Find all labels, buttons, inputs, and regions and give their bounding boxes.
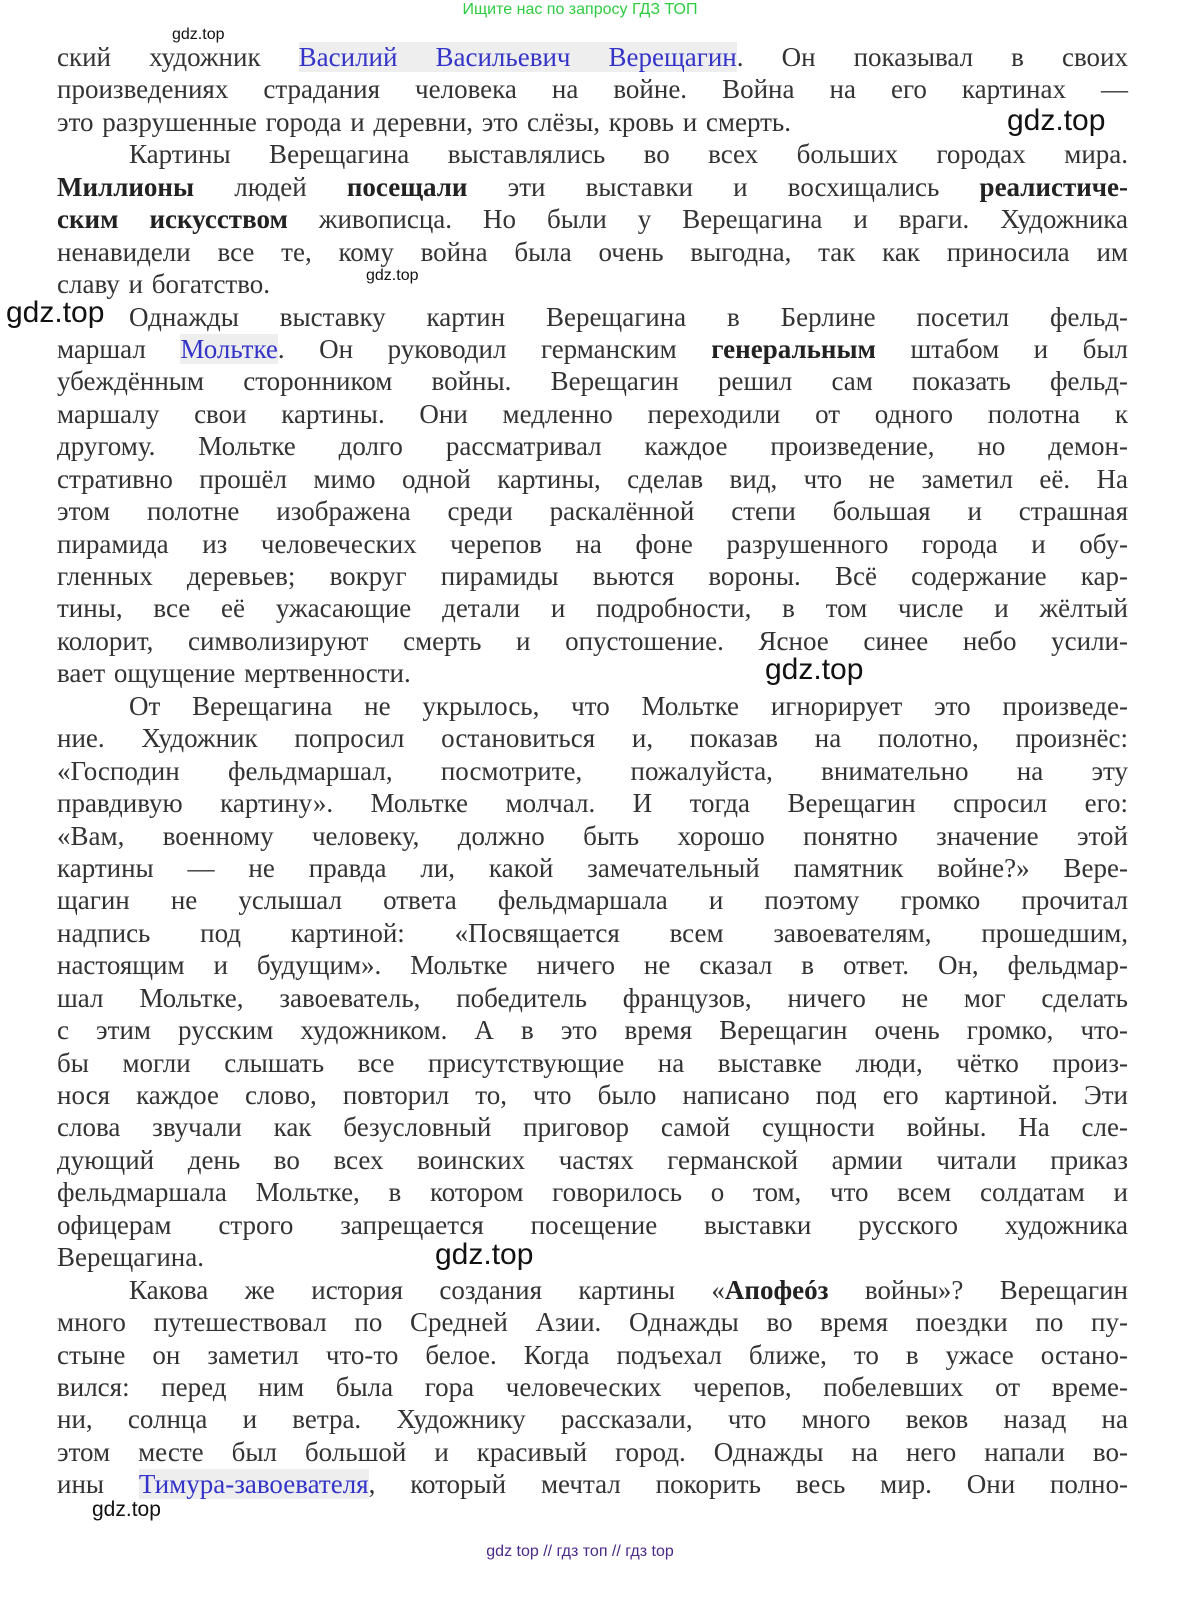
text-run: От Верещагина не укрылось, что Мольтке игнорирует это произведе- — [129, 690, 1128, 721]
watermark: gdz.top — [435, 1238, 534, 1271]
text-run: Однажды выставку картин Верещагина в Берлине посетил фельд- — [129, 301, 1128, 332]
text-run: живописца. Но были у Верещагина и враги. Художника — [287, 204, 1128, 235]
watermark: gdz.top — [366, 267, 419, 284]
text-run: правдивую картину». Мольтке молчал. И тогда Верещагин спросил его: — [57, 788, 1128, 819]
text-run: ский художник — [57, 42, 299, 72]
text-run: этом месте был большой и красивый город. Однажды на него напали во- — [57, 1436, 1128, 1467]
text-run: , который мечтал покорить весь мир. Они полно- — [368, 1469, 1128, 1500]
text-run: вает ощущение мертвенности. — [57, 658, 411, 689]
text-run: штабом и был — [875, 333, 1129, 364]
text-line — [57, 333, 1128, 365]
text-run: офицерам строго запрещается посещение выставки русского художника — [57, 1209, 1128, 1240]
text-line — [57, 236, 1128, 268]
text-run: маршал — [57, 333, 181, 364]
text-run: «Господин фельдмаршал, посмотрите, пожалуйста, внимательно на эту — [57, 755, 1128, 786]
bold-term: посещали — [346, 171, 468, 202]
text-line — [57, 787, 1128, 819]
text-run: с этим русским художником. А в это время Верещагин очень громко, что- — [57, 1015, 1128, 1046]
top-banner: Ищите нас по запросу ГДЗ ТОП — [462, 1, 698, 18]
watermark: gdz.top — [172, 26, 225, 43]
text-line — [57, 1241, 1128, 1273]
text-run: войны»? Верещагин — [828, 1274, 1128, 1305]
text-line — [57, 528, 1128, 560]
footer-links: gdz top // гдз топ // гдз top — [486, 1543, 674, 1560]
text-line — [57, 657, 1128, 689]
text-line — [57, 1436, 1128, 1468]
text-run: Верещагина. — [57, 1242, 204, 1273]
text-run: убеждённым сторонником войны. Верещагин решил сам показать фельд- — [57, 366, 1128, 397]
text-line — [57, 203, 1128, 235]
text-line — [57, 138, 1128, 170]
text-line — [57, 852, 1128, 884]
text-line — [57, 1176, 1128, 1208]
text-run: шал Мольтке, завоеватель, победитель французов, ничего не мог сделать — [57, 982, 1128, 1013]
text-line — [57, 592, 1128, 624]
text-line — [57, 722, 1128, 754]
text-run: гленных деревьев; вокруг пирамиды вьются вороны. Всё содержание кар- — [57, 561, 1128, 591]
text-run: ние. Художник попросил остановиться и, показав на полотно, произнёс: — [57, 723, 1128, 754]
text-line — [57, 1014, 1128, 1046]
text-run: людей — [194, 171, 347, 202]
bold-term: Апофеóз — [724, 1274, 829, 1305]
text-line — [57, 625, 1128, 657]
term-link[interactable]: Мольтке — [180, 333, 278, 364]
text-line — [57, 1274, 1128, 1306]
text-run: нося каждое слово, повторил то, что было написано под его картиной. Эти — [57, 1080, 1128, 1110]
text-run: стыне он заметил что-то белое. Когда подъехал ближе, то в ужасе остано- — [57, 1339, 1128, 1370]
text-run: маршалу свои картины. Они медленно переходили от одного полотна к — [57, 398, 1128, 429]
text-line — [57, 301, 1128, 333]
text-run: много путешествовал по Средней Азии. Однажды во время поездки по пу- — [57, 1307, 1128, 1338]
text-line — [57, 820, 1128, 852]
text-line — [57, 884, 1128, 916]
text-line — [57, 463, 1128, 495]
text-run: ненавидели все те, кому война была очень выгодна, так как приносила им — [57, 236, 1128, 267]
text-line — [57, 365, 1128, 397]
text-run: славу и богатство. — [57, 269, 271, 300]
text-line — [57, 1339, 1128, 1371]
text-line — [57, 430, 1128, 462]
watermark: gdz.top — [92, 1498, 161, 1521]
text-line — [57, 1209, 1128, 1241]
text-line — [57, 1079, 1128, 1111]
bold-term: реалистиче- — [979, 171, 1128, 202]
text-run: колорит, символизируют смерть и опустошение. Ясное синее небо усили- — [57, 625, 1128, 656]
text-run: . Он показывал в своих — [736, 42, 1128, 72]
text-line — [57, 560, 1128, 592]
text-line — [57, 1144, 1128, 1176]
bold-term: генеральным — [711, 333, 876, 364]
text-line — [57, 1468, 1128, 1500]
text-run: другому. Мольтке долго рассматривал каждое произведение, но демон- — [57, 431, 1128, 462]
text-run: щагин не услышал ответа фельдмаршала и поэтому громко прочитал — [57, 885, 1128, 916]
text-run: Картины Верещагина выставлялись во всех больших городах мира. — [129, 139, 1128, 170]
text-line — [57, 41, 1128, 73]
text-run: это разрушенные города и деревни, это слёзы, кровь и смерть. — [57, 106, 791, 137]
text-line — [57, 982, 1128, 1014]
text-run: настоящим и будущим». Мольтке ничего не сказал в ответ. Он, фельдмар- — [57, 950, 1128, 981]
watermark: gdz.top — [765, 653, 864, 686]
text-run: дующий день во всех воинских частях германской армии читали приказ — [57, 1144, 1128, 1175]
text-line — [57, 495, 1128, 527]
text-run: Какова же история создания картины « — [129, 1274, 725, 1305]
text-line — [57, 398, 1128, 430]
text-line — [57, 917, 1128, 949]
text-run: ни, солнца и ветра. Художнику рассказали, что много веков назад на — [57, 1404, 1128, 1435]
document-text — [57, 41, 1128, 1501]
text-run: этом полотне изображена среди раскалённой степи большая и страшная — [57, 496, 1128, 527]
text-line — [57, 1111, 1128, 1143]
text-line — [57, 1047, 1128, 1079]
text-run: тины, все её ужасающие детали и подробности, в том числе и жёлтый — [57, 593, 1128, 624]
term-link[interactable]: Василий Васильевич Верещагин — [298, 42, 737, 72]
text-line — [57, 949, 1128, 981]
text-run: фельдмаршала Мольтке, в котором говорилось о том, что всем солдатам и — [57, 1177, 1128, 1208]
text-run: ины — [57, 1469, 139, 1500]
text-line — [57, 171, 1128, 203]
text-line — [57, 1403, 1128, 1435]
text-run: вился: перед ним была гора человеческих черепов, побелевших от време- — [57, 1371, 1128, 1402]
bold-term: ским искусством — [57, 204, 288, 235]
text-run: пирамида из человеческих черепов на фоне разрушенного города и обу- — [57, 528, 1128, 559]
text-run: слова звучали как безусловный приговор самой сущности войны. На сле- — [57, 1112, 1128, 1143]
text-line — [57, 73, 1128, 105]
watermark: gdz.top — [6, 296, 105, 329]
text-line — [57, 106, 1128, 138]
text-run: картины — не правда ли, какой замечательный памятник войне?» Вере- — [57, 852, 1128, 883]
text-run: надпись под картиной: «Посвящается всем завоевателям, прошедшим, — [57, 917, 1128, 948]
text-line — [57, 690, 1128, 722]
text-run: произведениях страдания человека на войне. Война на его картинах — — [57, 74, 1128, 105]
watermark: gdz.top — [1007, 104, 1106, 137]
text-run: . Он руководил германским — [277, 333, 712, 364]
text-run: стративно прошёл мимо одной картины, сделав вид, что не заметил её. На — [57, 463, 1128, 494]
text-run: эти выставки и восхищались — [467, 171, 980, 202]
text-line — [57, 1371, 1128, 1403]
text-run: «Вам, военному человеку, должно быть хорошо понятно значение этой — [57, 820, 1128, 851]
bold-term: Миллионы — [57, 171, 195, 202]
text-line — [57, 1306, 1128, 1338]
text-line — [57, 268, 1128, 300]
term-link[interactable]: Тимура-завоевателя — [138, 1469, 369, 1500]
text-run: бы могли слышать все присутствующие на выставке люди, чётко произ- — [57, 1047, 1128, 1078]
text-line — [57, 755, 1128, 787]
